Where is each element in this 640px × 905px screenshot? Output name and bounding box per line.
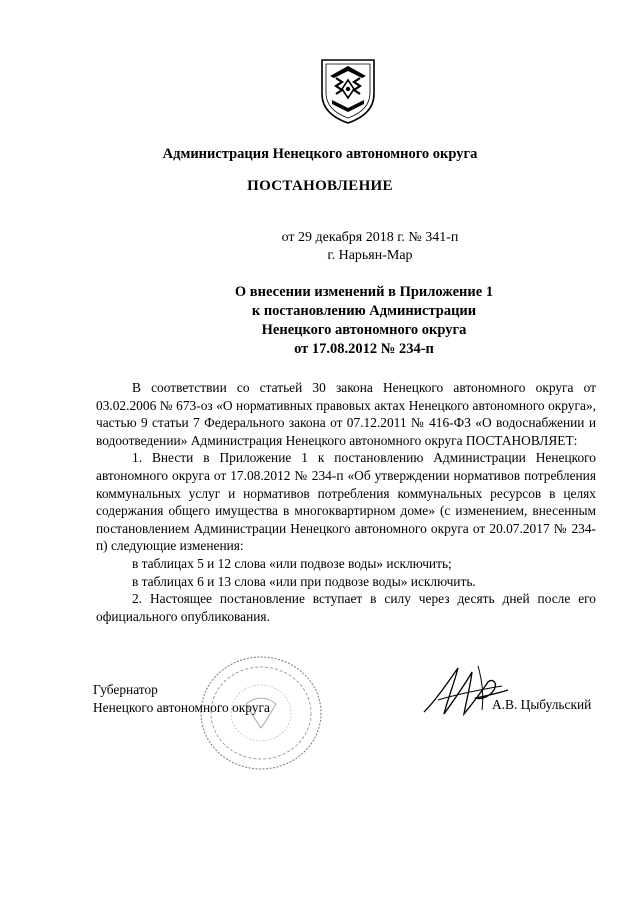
document-date-number: от 29 декабря 2018 г. № 341-п bbox=[281, 230, 459, 245]
body-paragraph-sub-1: в таблицах 5 и 12 слова «или подвозе воды» исключить; bbox=[132, 555, 452, 571]
document-subject bbox=[44, 283, 640, 359]
organization-title: Администрация Ненецкого автономного округа bbox=[162, 146, 478, 162]
coat-of-arms-emblem bbox=[318, 56, 378, 126]
signer-name: А.В. Цыбульский bbox=[492, 697, 592, 712]
body-paragraph-item-2: 2. Настоящее постановление вступает в силу через десять дней после его официального опубликования. bbox=[96, 591, 596, 624]
subject-line: к постановлению Администрации bbox=[251, 303, 477, 319]
body-paragraph-item-1: 1. Внести в Приложение 1 к постановлению Администрации Ненецкого автономного округа от 17.08.2012 № 234-п «Об утверждении нормативов потребления коммунальных услуг и нормативов потребления коммунальных ресурсов в целях содержания общего имущества в многоквартирном доме» (с изменением, внесенным постановлением Администрации Ненецкого автономного округа от 20.07.2017 № 234-п) следующие изменения: bbox=[96, 450, 596, 554]
document-body bbox=[96, 379, 596, 625]
position-line: Губернатор bbox=[93, 682, 158, 697]
document-type: ПОСТАНОВЛЕНИЕ bbox=[247, 178, 393, 194]
body-paragraph-sub-2: в таблицах 6 и 13 слова «или при подвозе воды» исключить. bbox=[132, 573, 476, 589]
position-line: Ненецкого автономного округа bbox=[93, 699, 270, 715]
document-city: г. Нарьян-Мар bbox=[327, 248, 413, 263]
subject-line: О внесении изменений в Приложение 1 bbox=[234, 284, 494, 300]
signatory-position bbox=[93, 681, 270, 716]
subject-line: от 17.08.2012 № 234-п bbox=[294, 341, 434, 357]
subject-line: Ненецкого автономного округа bbox=[261, 322, 467, 338]
body-paragraph-preamble: В соответствии со статьей 30 закона Ненецкого автономного округа от 03.02.2006 № 673-оз «О нормативных правовых актах Ненецкого автономного округа», частью 9 статьи 7 Федерального закона от 07.12.2011 № 416-ФЗ «О водоснабжении и водоотведении» Администрация Ненецкого автономного округа ПОСТАНОВЛЯЕТ: bbox=[96, 380, 596, 448]
